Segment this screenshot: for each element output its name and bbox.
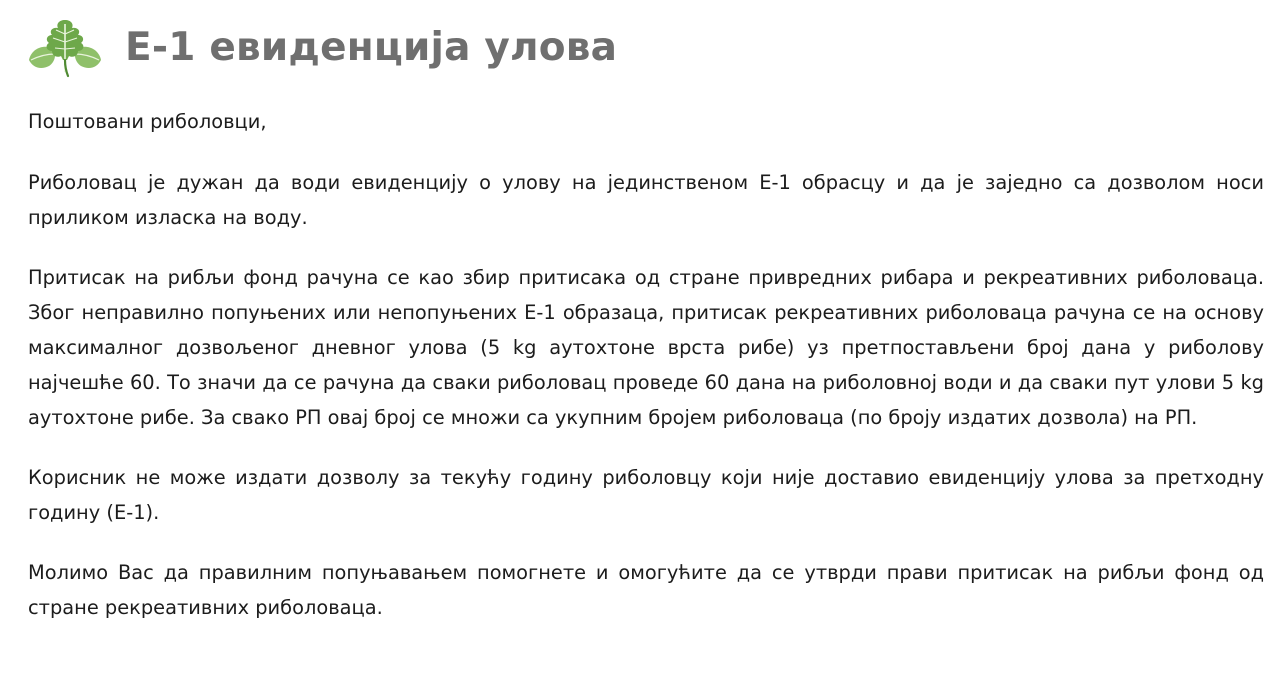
page-header: [25, 14, 617, 80]
article-body: [28, 104, 1264, 650]
greeting-paragraph: Поштовани риболовци,: [28, 110, 267, 133]
oak-leaf-logo-icon: [25, 16, 105, 78]
permit-restriction-paragraph: Корисник не може издати дозволу за текућу годину риболовцу који није доставио евиденцију улова за претходну годину (Е-1).: [28, 466, 1264, 524]
obligation-paragraph: Риболовац је дужан да води евиденцију о улову на јединственом Е-1 обрасцу и да је заједно са дозволом носи приликом изласка на воду.: [28, 171, 1264, 229]
request-paragraph: Молимо Вас да правилним попуњавањем помогнете и омогућите да се утврди прави притисак на рибљи фонд од стране рекреативних риболоваца.: [28, 561, 1264, 619]
pressure-calculation-paragraph: Притисак на рибљи фонд рачуна се као збир притисака од стране привредних рибара и рекреативних риболоваца. Због неправилно попуњених или непопуњених Е-1 образаца, притисак рекреативних риболоваца рачуна се на основу максималног дозвољеног дневног улова (5 kg аутохтоне врста рибе) уз претпостављени број дана у риболову најчешће 60. То значи да се рачуна да сваки риболовац проведе 60 дана на риболовној води и да сваки пут улови 5 kg аутохтоне рибе. За свако РП овај број се множи са укупним бројем риболоваца (по броју издатих дозвола) на РП.: [28, 266, 1264, 429]
page-title: Е-1 евиденција улова: [125, 24, 618, 70]
